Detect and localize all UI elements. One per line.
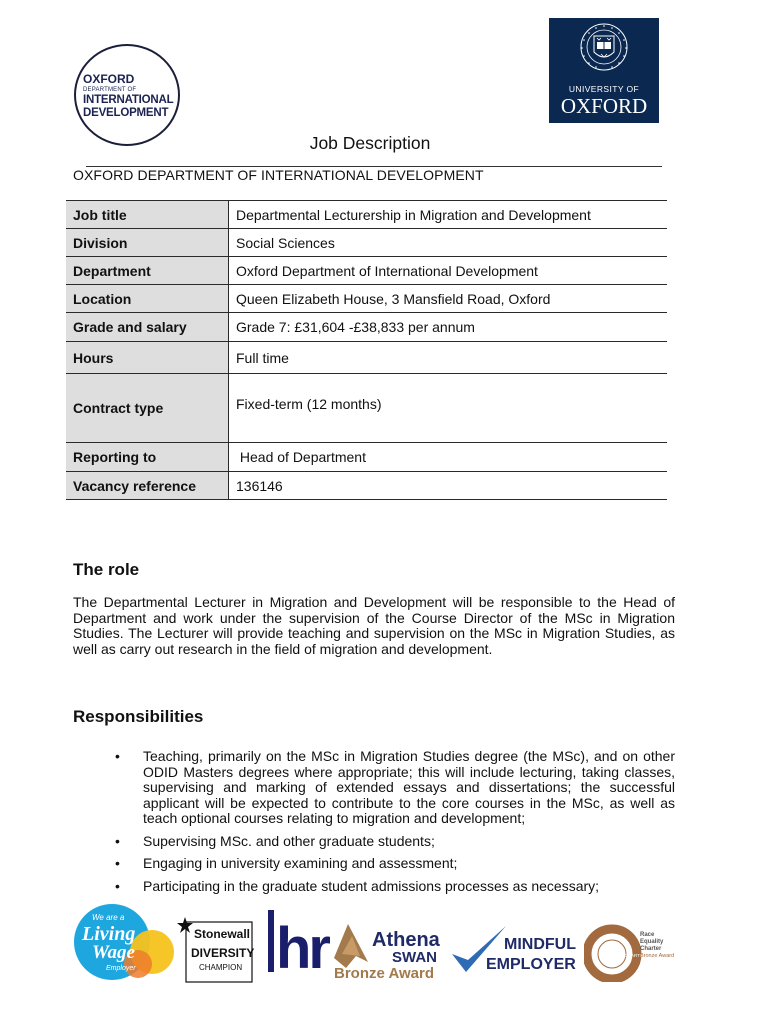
row-value: Head of Department	[229, 443, 668, 472]
list-item-text: Participating in the graduate student admissions processes as necessary;	[143, 877, 600, 894]
odid-logo-line2: DEPARTMENT OF	[83, 87, 137, 93]
list-item	[115, 834, 675, 850]
role-heading: The role	[73, 560, 140, 579]
row-label: Vacancy reference	[66, 472, 229, 500]
list-item-text: Engaging in university examining and assessment;	[143, 855, 458, 871]
job-details-table	[66, 200, 667, 500]
race-ring-text: ECU RACE CHARTER	[600, 953, 647, 958]
list-item-text: Supervising MSc. and other graduate students;	[143, 832, 435, 849]
living-wage-line3: Wage	[92, 942, 135, 963]
odid-logo-line4: DEVELOPMENT	[83, 107, 169, 119]
university-logo-line1: UNIVERSITY OF	[568, 84, 640, 94]
table-row	[66, 472, 667, 500]
athena-swan-line2: SWAN	[392, 949, 437, 966]
race-line2: Equality	[640, 939, 664, 945]
mindful-employer-badge	[450, 920, 586, 982]
table-row	[66, 374, 667, 443]
athena-swan-line1: Athena	[372, 929, 440, 951]
table-row	[66, 342, 667, 374]
odid-logo	[74, 44, 180, 146]
row-label: Job title	[66, 201, 229, 229]
university-of-oxford-logo	[549, 18, 659, 123]
row-value: Social Sciences	[229, 229, 668, 257]
document-title: Job Description	[309, 133, 431, 153]
athena-swan-bronze-badge	[330, 918, 446, 982]
row-value: Oxford Department of International Development	[229, 257, 668, 285]
living-wage-line4: Employer	[106, 965, 136, 972]
department-header: OXFORD DEPARTMENT OF INTERNATIONAL DEVELOPMENT	[73, 167, 484, 183]
row-label: Reporting to	[66, 443, 229, 472]
table-row	[66, 443, 667, 472]
stonewall-line1: Stonewall	[194, 927, 251, 941]
table-row	[66, 201, 667, 229]
row-label: Grade and salary	[66, 313, 229, 342]
university-logo-line2: OXFORD	[560, 94, 648, 118]
living-wage-line2: Living	[82, 923, 136, 945]
row-value: Queen Elizabeth House, 3 Mansfield Road, Oxford	[229, 285, 668, 313]
responsibilities-heading: Responsibilities	[73, 707, 204, 726]
table-row	[66, 229, 667, 257]
bullet-icon: •	[115, 832, 120, 849]
mindful-line2: EMPLOYER	[486, 956, 576, 973]
bullet-icon: •	[115, 855, 120, 871]
row-value: Full time	[229, 342, 668, 374]
hr-excellence-badge	[266, 908, 330, 974]
race-line4: Bronze Award	[640, 953, 675, 959]
row-value: Departmental Lecturership in Migration and Development	[229, 201, 668, 229]
row-value: Fixed-term (12 months)	[229, 374, 668, 443]
row-label: Hours	[66, 342, 229, 374]
living-wage-line1: We are a	[92, 913, 125, 922]
hr-text: hr	[276, 916, 328, 974]
bullet-icon: •	[115, 748, 120, 764]
list-item	[115, 856, 675, 872]
race-line3: Charter	[640, 946, 662, 952]
table-row	[66, 285, 667, 313]
race-equality-charter-badge	[584, 924, 676, 982]
living-wage-employer-badge	[70, 900, 180, 984]
odid-logo-line1: OXFORD	[83, 72, 135, 86]
athena-swan-line3: Bronze Award	[334, 965, 435, 982]
odid-logo-line3: INTERNATIONAL	[83, 94, 174, 106]
star-icon	[177, 917, 193, 933]
stonewall-diversity-champion-badge	[176, 914, 256, 986]
row-label: Division	[66, 229, 229, 257]
row-label: Location	[66, 285, 229, 313]
list-item	[115, 879, 675, 895]
stonewall-line3: CHAMPION	[199, 963, 243, 972]
row-label: Contract type	[66, 374, 229, 443]
table-row	[66, 313, 667, 342]
responsibilities-list	[115, 749, 675, 901]
race-line1: Race	[640, 932, 655, 938]
bullet-icon: •	[115, 877, 120, 894]
row-value: Grade 7: £31,604 -£38,833 per annum	[229, 313, 668, 342]
list-item-text: Teaching, primarily on the MSc in Migration Studies degree (the MSc), and on other ODID Masters degrees where appropriate; this will include lecturing, taking classes, supervising and marking of extended essays and dissertations; the successful applicant will be expected to contribute to the core courses in the MSc, as well as teach optional courses relating to migration and development;	[143, 748, 675, 826]
row-label: Department	[66, 257, 229, 285]
list-item	[115, 749, 675, 827]
stonewall-line2: DIVERSITY	[191, 946, 255, 960]
table-row	[66, 257, 667, 285]
row-value: 136146	[229, 472, 668, 500]
role-paragraph: The Departmental Lecturer in Migration and Development will be responsible to the Head of Department and work under the supervision of the Course Director of the MSc in Migration Studies. The Lecturer will provide teaching and supervision on the MSc in Migration Studies, as well as carry out research in the field of migration and development.	[73, 594, 675, 657]
mindful-line1: MINDFUL	[504, 936, 576, 953]
